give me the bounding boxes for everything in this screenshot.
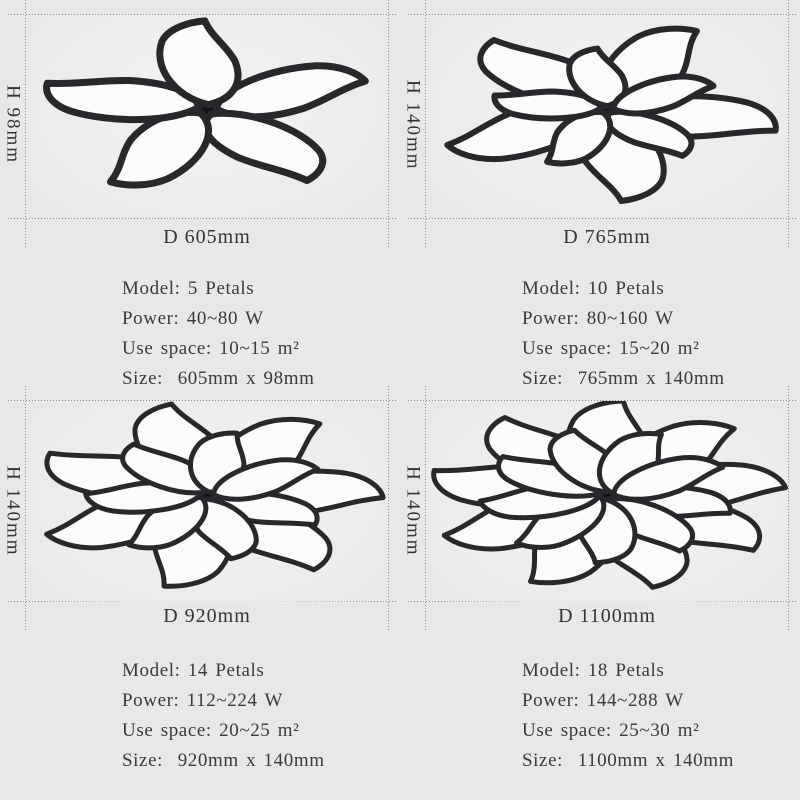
spec-power: Power: 144~288 W [522,690,684,711]
height-dimension-label: H 140mm [402,79,424,171]
product-panel-18-petals [400,400,800,800]
lamp-photo [26,15,388,217]
lamp-photo [426,401,788,603]
spec-power: Power: 80~160 W [522,308,674,329]
spec-use-space: Use space: 20~25 m² [122,720,300,741]
spec-use-space: Use space: 10~15 m² [122,338,300,359]
dimension-line-right [788,0,789,248]
spec-model: Model: 18 Petals [522,660,665,681]
spec-power: Power: 40~80 W [122,308,264,329]
dimension-line-right [388,0,389,248]
spec-size: Size: 920mm x 140mm [122,750,325,771]
product-panel-10-petals [400,0,800,400]
height-dimension-label: H 140mm [402,465,424,557]
spec-size: Size: 605mm x 98mm [122,368,315,389]
lamp-photo [426,15,788,217]
ceiling-lamp-illustration [426,15,788,217]
spec-list [122,656,325,776]
spec-use-space: Use space: 25~30 m² [522,720,700,741]
spec-model: Model: 10 Petals [522,278,665,299]
spec-size: Size: 765mm x 140mm [522,368,725,389]
diameter-dimension-label: D 1100mm [558,605,656,627]
spec-size: Size: 1100mm x 140mm [522,750,735,771]
product-panel-5-petals [0,0,400,400]
height-dimension-label: H 140mm [2,465,24,557]
dimension-line-bottom [8,218,398,219]
spec-model: Model: 5 Petals [122,278,255,299]
diameter-dimension-label: D 605mm [163,226,251,248]
dimension-line-right [388,386,389,632]
dimension-line-bottom [408,218,798,219]
spec-model: Model: 14 Petals [122,660,265,681]
ceiling-lamp-illustration [426,401,788,603]
ceiling-lamp-illustration [26,15,388,217]
spec-list [522,274,725,394]
spec-list [122,274,315,394]
spec-use-space: Use space: 15~20 m² [522,338,700,359]
height-dimension-label: H 98mm [2,85,24,165]
diameter-dimension-label: D 765mm [563,226,651,248]
diameter-dimension-label: D 920mm [163,605,251,627]
spec-power: Power: 112~224 W [122,690,284,711]
dimension-line-right [788,386,789,632]
lamp-photo [26,401,388,603]
spec-list [522,656,734,776]
product-panel-14-petals [0,400,400,800]
ceiling-lamp-illustration [26,401,388,603]
